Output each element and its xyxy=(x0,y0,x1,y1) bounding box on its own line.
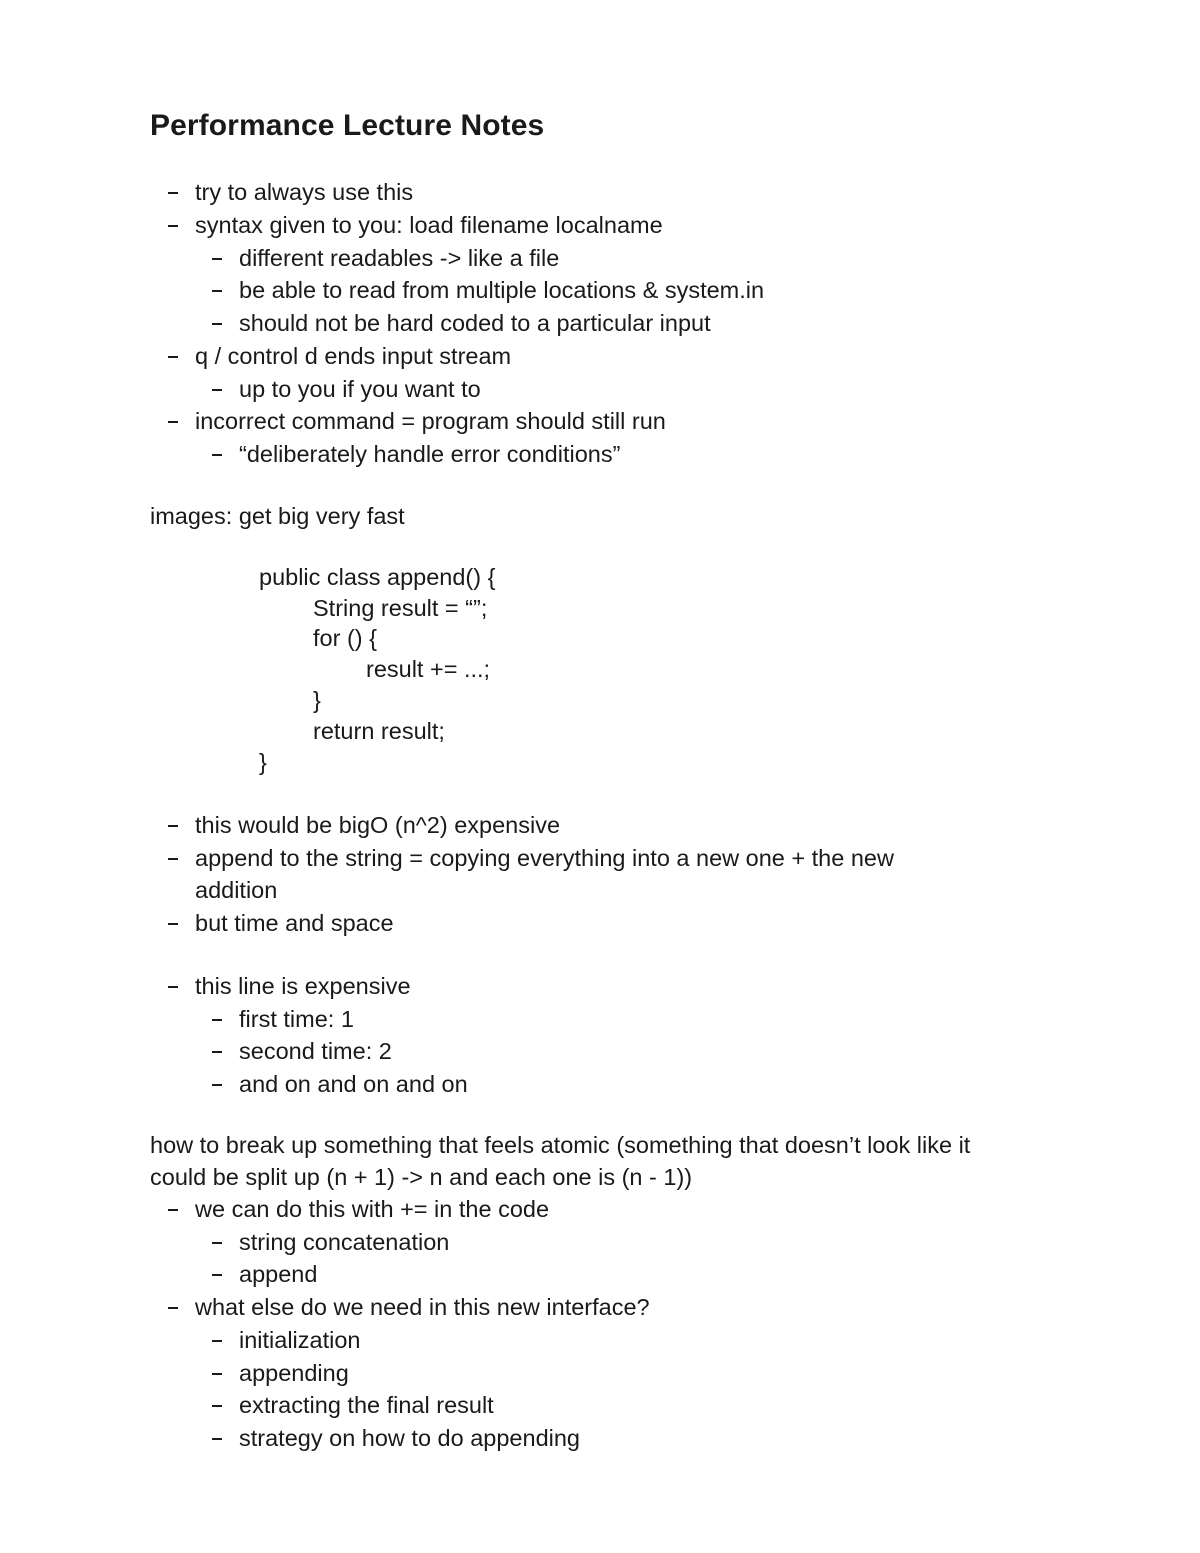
list-item-text: be able to read from multiple locations & system.in xyxy=(239,277,765,303)
code-line: for () { xyxy=(313,625,377,651)
list-item xyxy=(195,1194,549,1224)
paragraph: could be split up (n + 1) -> n and each one is (n - 1)) xyxy=(150,1164,693,1190)
list-item-text: string concatenation xyxy=(239,1229,450,1255)
list-item xyxy=(239,1036,392,1066)
dash-bullet xyxy=(212,275,224,305)
list-item-text: but time and space xyxy=(195,910,394,936)
dash-bullet xyxy=(212,1390,224,1420)
dash-bullet xyxy=(168,843,180,873)
list-item xyxy=(239,1004,354,1034)
list-item-text: different readables -> like a file xyxy=(239,245,560,271)
list-item xyxy=(195,971,411,1001)
dash-bullet xyxy=(212,1004,224,1034)
list-item-text: extracting the final result xyxy=(239,1392,494,1418)
list-item-text: initialization xyxy=(239,1327,361,1353)
list-item-text: append xyxy=(239,1261,318,1287)
list-item-text: incorrect command = program should still run xyxy=(195,408,666,434)
dash-bullet xyxy=(168,810,180,840)
code-line: } xyxy=(259,749,267,775)
dash-bullet xyxy=(212,1227,224,1257)
code-line: } xyxy=(313,687,321,713)
list-item-text: up to you if you want to xyxy=(239,376,481,402)
code-line: String result = “”; xyxy=(313,595,488,621)
list-item xyxy=(239,1423,580,1453)
dash-bullet xyxy=(168,1194,180,1224)
list-item-text: should not be hard coded to a particular input xyxy=(239,310,711,336)
dash-bullet xyxy=(212,1259,224,1289)
dash-bullet xyxy=(212,243,224,273)
code-line: return result; xyxy=(313,718,445,744)
code-line: public class append() { xyxy=(259,564,496,590)
code-line: result += ...; xyxy=(366,656,491,682)
list-item-text: “deliberately handle error conditions” xyxy=(239,441,621,467)
list-item-text: this line is expensive xyxy=(195,973,411,999)
list-item-text: append to the string = copying everything into a new one + the new xyxy=(195,845,894,871)
list-item xyxy=(239,1069,468,1099)
list-item xyxy=(239,374,481,404)
dash-bullet xyxy=(168,210,180,240)
list-item-text: appending xyxy=(239,1360,349,1386)
list-item-text: we can do this with += in the code xyxy=(195,1196,550,1222)
list-item xyxy=(195,810,560,840)
list-item xyxy=(195,908,394,938)
list-item xyxy=(239,1358,349,1388)
list-item xyxy=(195,406,666,436)
dash-bullet xyxy=(168,406,180,436)
dash-bullet xyxy=(168,908,180,938)
list-item xyxy=(195,210,663,240)
list-item xyxy=(239,439,620,469)
list-item xyxy=(195,843,894,873)
dash-bullet xyxy=(212,1423,224,1453)
list-item xyxy=(195,341,511,371)
list-item xyxy=(239,1390,494,1420)
list-item xyxy=(195,177,413,207)
list-item-text: syntax given to you: load filename localname xyxy=(195,212,663,238)
paragraph: images: get big very fast xyxy=(150,503,405,529)
dash-bullet xyxy=(212,1069,224,1099)
list-item xyxy=(239,243,559,273)
dash-bullet xyxy=(168,177,180,207)
list-item-text: and on and on and on xyxy=(239,1071,468,1097)
list-item xyxy=(239,1227,449,1257)
list-item-text: addition xyxy=(195,877,278,903)
list-item xyxy=(239,1325,360,1355)
dash-bullet xyxy=(212,1036,224,1066)
list-item-text: first time: 1 xyxy=(239,1006,354,1032)
list-item xyxy=(239,308,711,338)
list-item xyxy=(239,1259,317,1289)
dash-bullet xyxy=(212,1358,224,1388)
list-item-text: second time: 2 xyxy=(239,1038,392,1064)
dash-bullet xyxy=(212,374,224,404)
dash-bullet xyxy=(168,1292,180,1322)
dash-bullet xyxy=(212,308,224,338)
list-item xyxy=(239,275,764,305)
list-item xyxy=(195,1292,650,1322)
dash-bullet xyxy=(168,971,180,1001)
paragraph: how to break up something that feels atomic (something that doesn’t look like it xyxy=(150,1132,971,1158)
list-item-text: try to always use this xyxy=(195,179,414,205)
list-item-text: this would be bigO (n^2) expensive xyxy=(195,812,561,838)
page-title: Performance Lecture Notes xyxy=(150,109,545,142)
list-item-text: q / control d ends input stream xyxy=(195,343,512,369)
list-item-text: what else do we need in this new interface? xyxy=(195,1294,650,1320)
dash-bullet xyxy=(168,341,180,371)
list-item-continuation xyxy=(195,875,277,905)
dash-bullet xyxy=(212,439,224,469)
list-item-text: strategy on how to do appending xyxy=(239,1425,581,1451)
dash-bullet xyxy=(212,1325,224,1355)
